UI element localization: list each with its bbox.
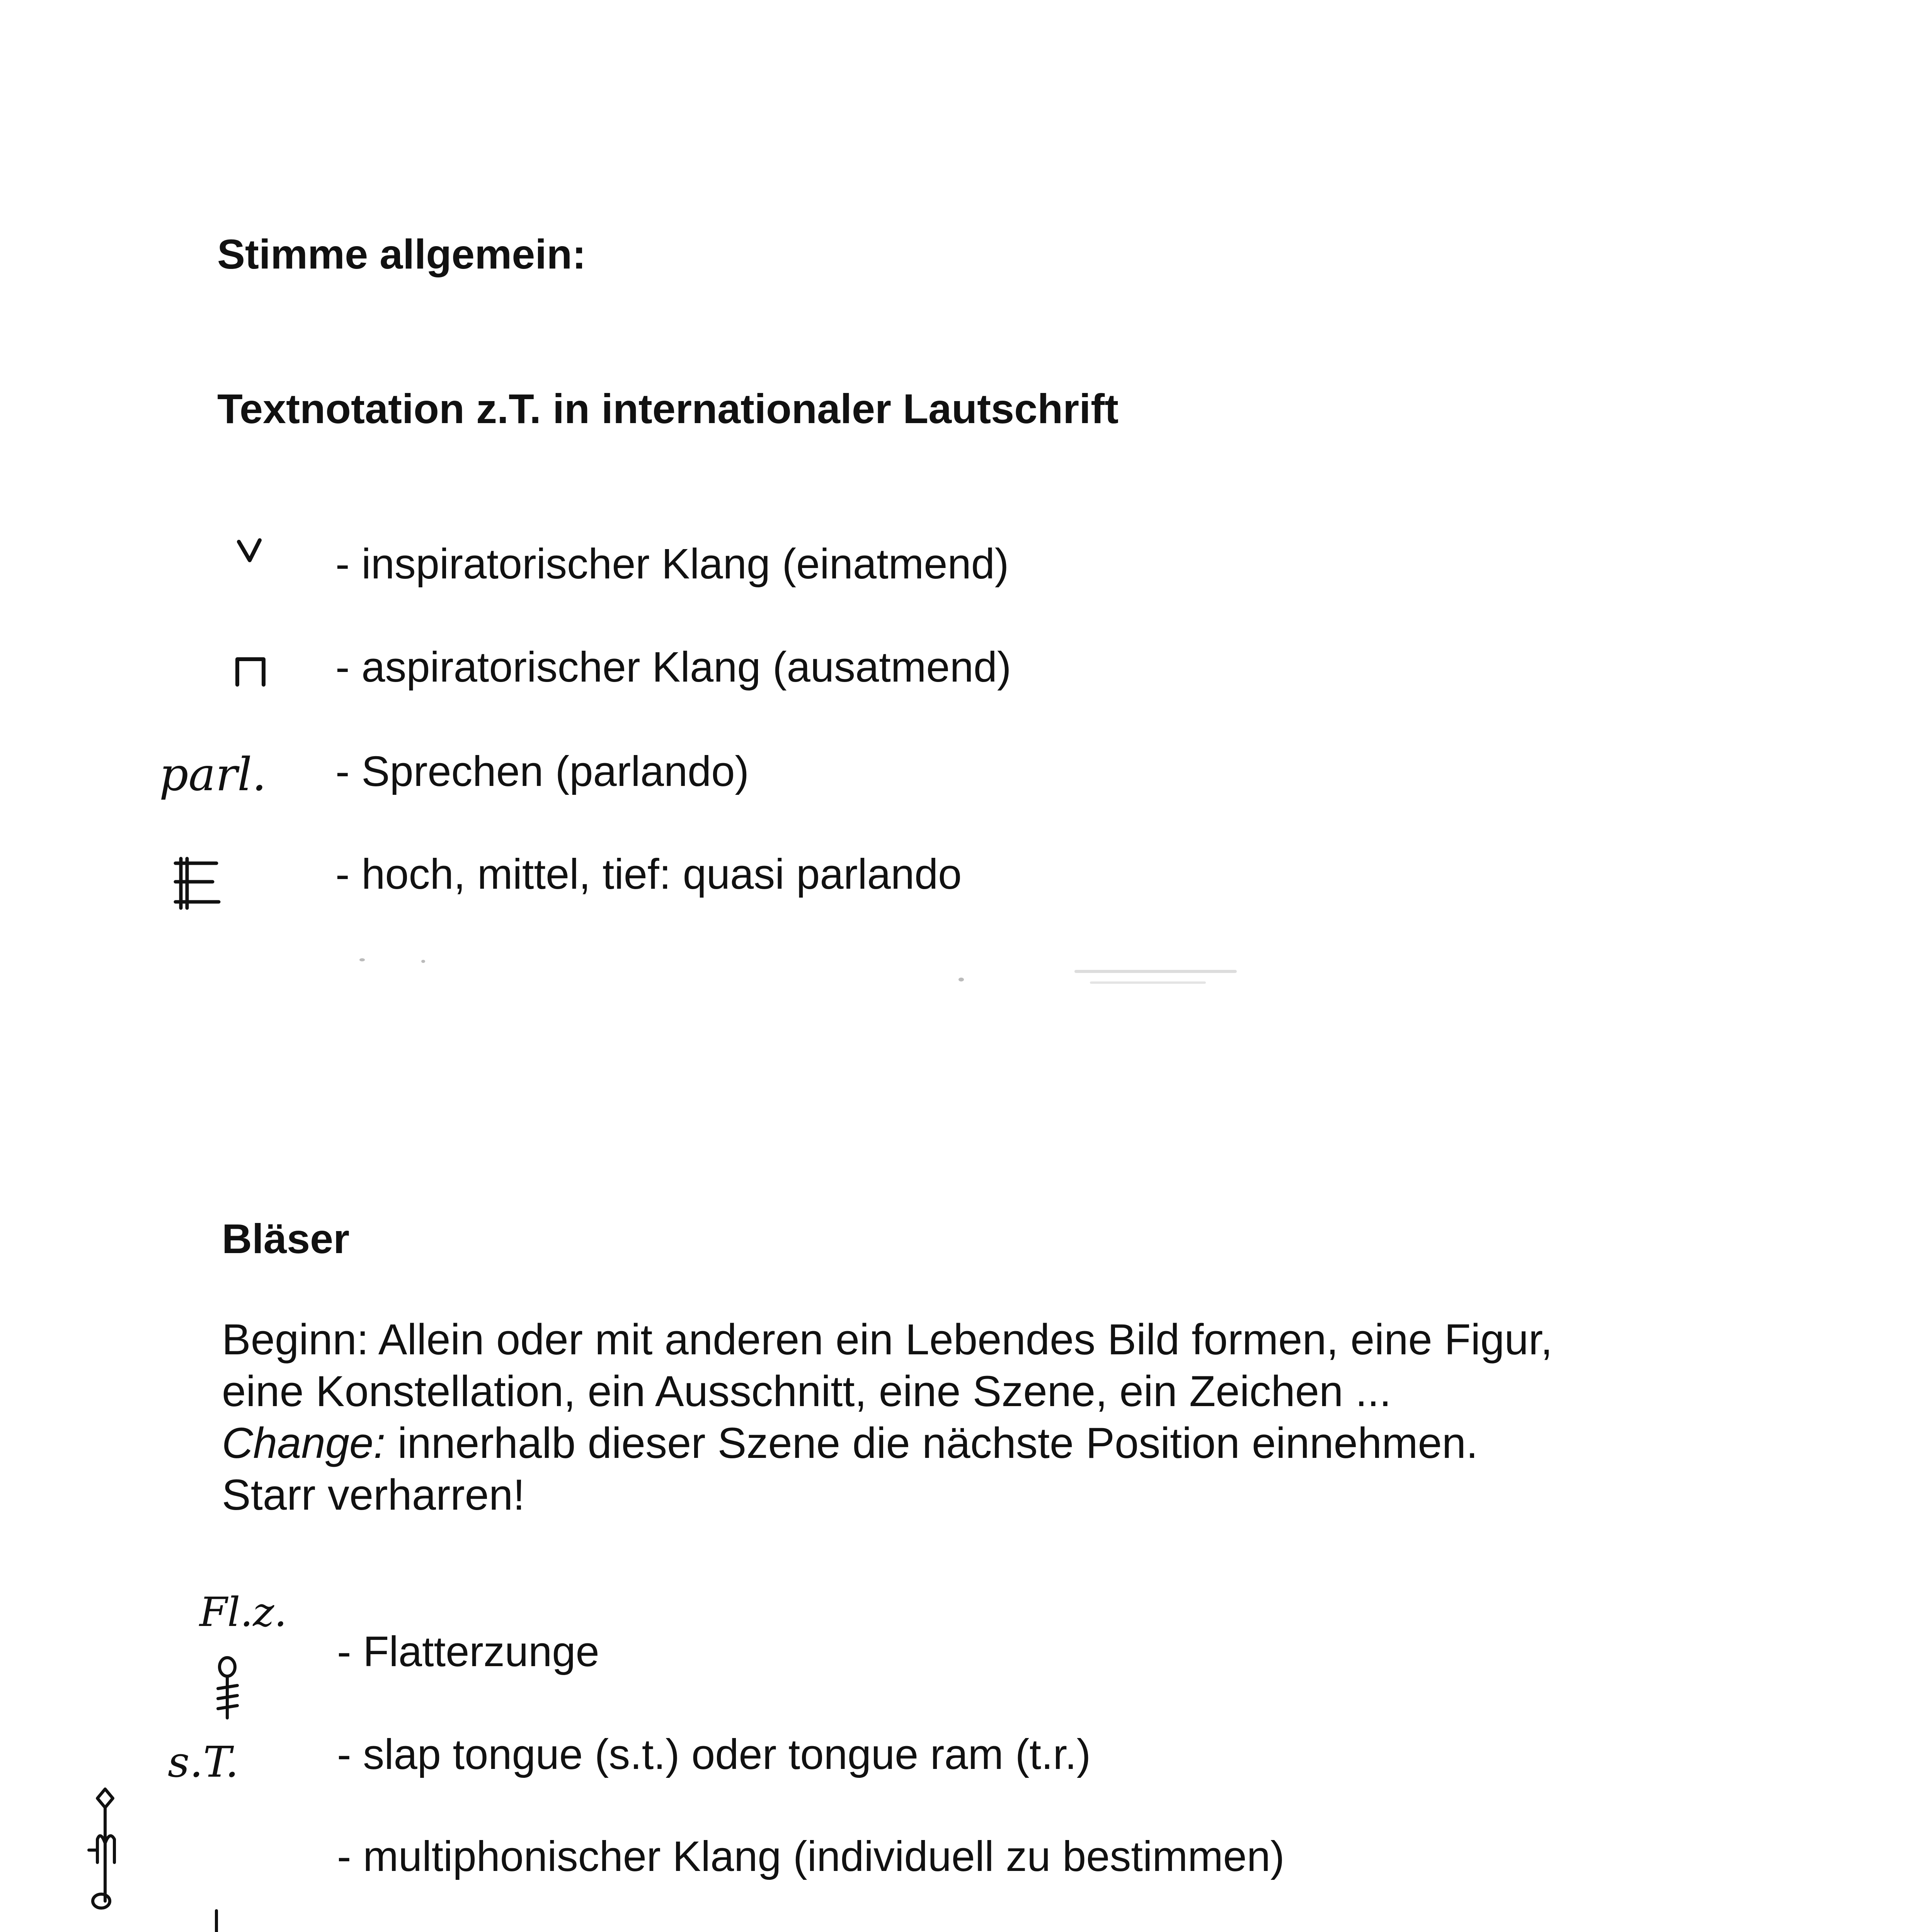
change-italic-word: Change: (222, 1419, 386, 1467)
scan-speck (1090, 981, 1206, 984)
blaeser-item-multiphonisch: - multiphonischer Klang (individuell zu bestimmen) (337, 1833, 1285, 1880)
lowest-note-icon (193, 1907, 240, 1932)
paragraph-line-3 (222, 1417, 1553, 1469)
inspiratory-v-icon (216, 533, 278, 580)
flutter-handwritten-label: Fl.z. (199, 1588, 287, 1636)
flutter-tongue-icon (205, 1650, 251, 1727)
stimme-item-quasi-parlando: - hoch, mittel, tief: quasi parlando (335, 850, 962, 898)
paragraph-line-1: Beginn: Allein oder mit anderen ein Lebendes Bild formen, eine Figur, (222, 1315, 1553, 1364)
stimme-item-inspiratorisch: - inspiratorischer Klang (einatmend) (335, 540, 1009, 588)
stimme-item-aspiratorisch: - aspiratorischer Klang (ausatmend) (335, 643, 1011, 691)
multiphonic-icon (77, 1785, 139, 1917)
scan-speck (1074, 970, 1237, 973)
section-title-blaeser: Bläser (222, 1215, 350, 1262)
parlando-handwritten-label: parl. (159, 748, 267, 801)
three-level-staff-icon (170, 854, 232, 912)
paragraph-line-2: eine Konstellation, ein Ausschnitt, eine Szene, ein Zeichen ... (222, 1367, 1391, 1415)
scan-speck (359, 958, 365, 961)
scan-speck (421, 960, 425, 963)
blaeser-item-flatterzunge: - Flatterzunge (337, 1628, 599, 1675)
aspiratory-bracket-icon (228, 649, 274, 692)
section-subtitle-textnotation: Textnotation z.T. in internationaler Lautschrift (217, 385, 1119, 432)
blaeser-instructions-paragraph (222, 1314, 1553, 1521)
blaeser-item-slap-tongue: - slap tongue (s.t.) oder tongue ram (t.r.) (337, 1731, 1091, 1778)
paragraph-line-3-rest: innerhalb dieser Szene die nächste Position einnehmen. (385, 1419, 1478, 1467)
scan-speck (958, 978, 964, 981)
section-title-stimme: Stimme allgemein: (217, 231, 586, 277)
stimme-item-sprechen: - Sprechen (parlando) (335, 748, 749, 795)
paragraph-line-4: Starr verharren! (222, 1471, 525, 1519)
slap-tongue-handwritten-label: s.T. (168, 1737, 239, 1787)
